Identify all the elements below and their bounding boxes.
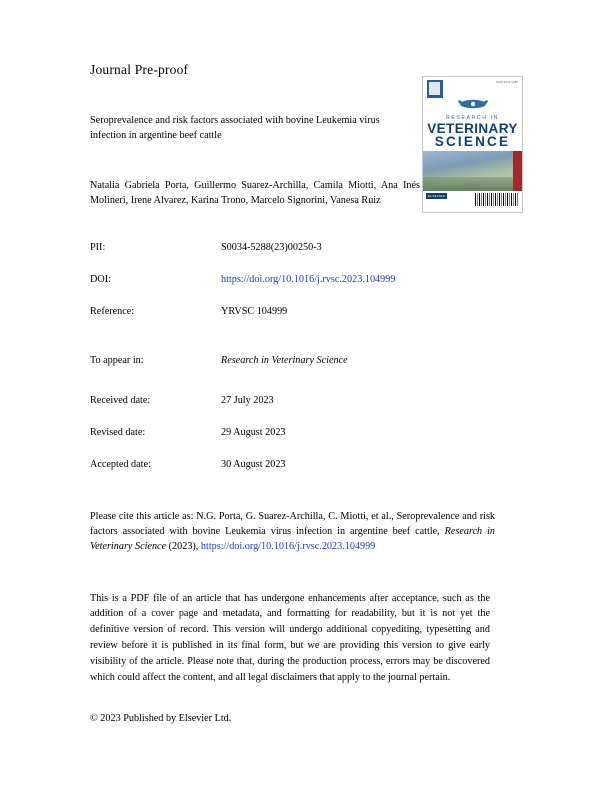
- cover-publisher-badge: ELSEVIER: [428, 194, 446, 198]
- citation-block: [90, 509, 495, 555]
- spacer: [221, 320, 490, 337]
- spacer: [90, 288, 221, 305]
- cover-title-line1: VETERINARY: [427, 121, 518, 136]
- pdf-disclaimer-note: This is a PDF file of an article that has undergone enhancements after acceptance, such as the addition of a cover page and metadata, and formatting for readability, but it is not yet the definitive version of record. This version will undergo additional copyediting, typesetting and review before it is published in its final form, but we are providing this version to give early visibility of the article. Please note that, during the production process, errors may be discovered which could affect the content, and all legal disclaimers that apply to the journal pertain.: [90, 592, 490, 683]
- table-row: [90, 458, 490, 473]
- metadata-value-received-date: 27 July 2023: [221, 395, 274, 407]
- metadata-value-appear-in: Research in Veterinary Science: [221, 354, 348, 366]
- table-row: [90, 426, 490, 441]
- citation-journal: Research in Veterinary Science: [90, 525, 495, 553]
- table-row: [90, 241, 490, 256]
- metadata-label-accepted-date: Accepted date:: [90, 458, 151, 470]
- spacer: [221, 385, 490, 394]
- metadata-value-revised-date: 29 August 2023: [221, 427, 286, 439]
- spacer: [221, 368, 490, 385]
- metadata-label-revised-date: Revised date:: [90, 427, 146, 439]
- spacer: [221, 409, 490, 426]
- page-title: Journal Pre-proof: [90, 62, 189, 77]
- citation-doi-link[interactable]: https://doi.org/10.1016/j.rvsc.2023.104999: [200, 541, 376, 553]
- copyright-notice: © 2023 Published by Elsevier Ltd.: [90, 713, 232, 725]
- page-content: [90, 62, 522, 724]
- metadata-label-pii: PII:: [90, 242, 106, 254]
- metadata-label-received-date: Received date:: [90, 395, 151, 407]
- spacer: [90, 320, 221, 337]
- table-row: [90, 354, 490, 369]
- metadata-label-appear-in: To appear in:: [90, 354, 144, 366]
- spacer: [90, 256, 221, 273]
- metadata-label-doi: DOI:: [90, 273, 111, 285]
- metadata-value-pii: S0034-5288(23)00250-3: [221, 242, 322, 254]
- article-title: Seroprevalence and risk factors associated with bovine Leukemia virus infection in argentine beef cattle: [90, 115, 380, 141]
- spacer: [90, 385, 221, 394]
- spacer: [221, 288, 490, 305]
- metadata-value-reference: YRVSC 104999: [221, 305, 288, 317]
- table-row: [90, 273, 490, 288]
- spacer: [90, 337, 221, 354]
- article-authors: Natalia Gabriela Porta, Guillermo Suarez-Archilla, Camila Miotti, Ana Inés Molineri, Irene Alvarez, Karina Trono, Marcelo Signorini, Vanesa Ruiz: [90, 179, 420, 207]
- table-row: [90, 394, 490, 409]
- citation-year: (2023),: [166, 541, 201, 553]
- spacer: [221, 337, 490, 354]
- cover-title-line2: SCIENCE: [434, 134, 511, 149]
- cover-issn: ISSN 0034-5288: [496, 81, 518, 84]
- spacer: [90, 368, 221, 385]
- spacer: [90, 441, 221, 458]
- spacer: [90, 409, 221, 426]
- cover-series-label: RESEARCH IN: [445, 115, 500, 121]
- citation-intro: Please cite this article as: N.G. Porta, G. Suarez-Archilla, C. Miotti, et al., Seroprevalence and risk factors associated with bovine Leukemia virus infection in argentine beef cattle,: [90, 510, 495, 537]
- table-row: [90, 305, 490, 320]
- metadata-label-reference: Reference:: [90, 305, 135, 317]
- spacer: [221, 441, 490, 458]
- metadata-value-accepted-date: 30 August 2023: [221, 458, 286, 470]
- spacer: [221, 256, 490, 273]
- metadata-table: [90, 241, 490, 472]
- doi-link[interactable]: https://doi.org/10.1016/j.rvsc.2023.104999: [221, 273, 396, 285]
